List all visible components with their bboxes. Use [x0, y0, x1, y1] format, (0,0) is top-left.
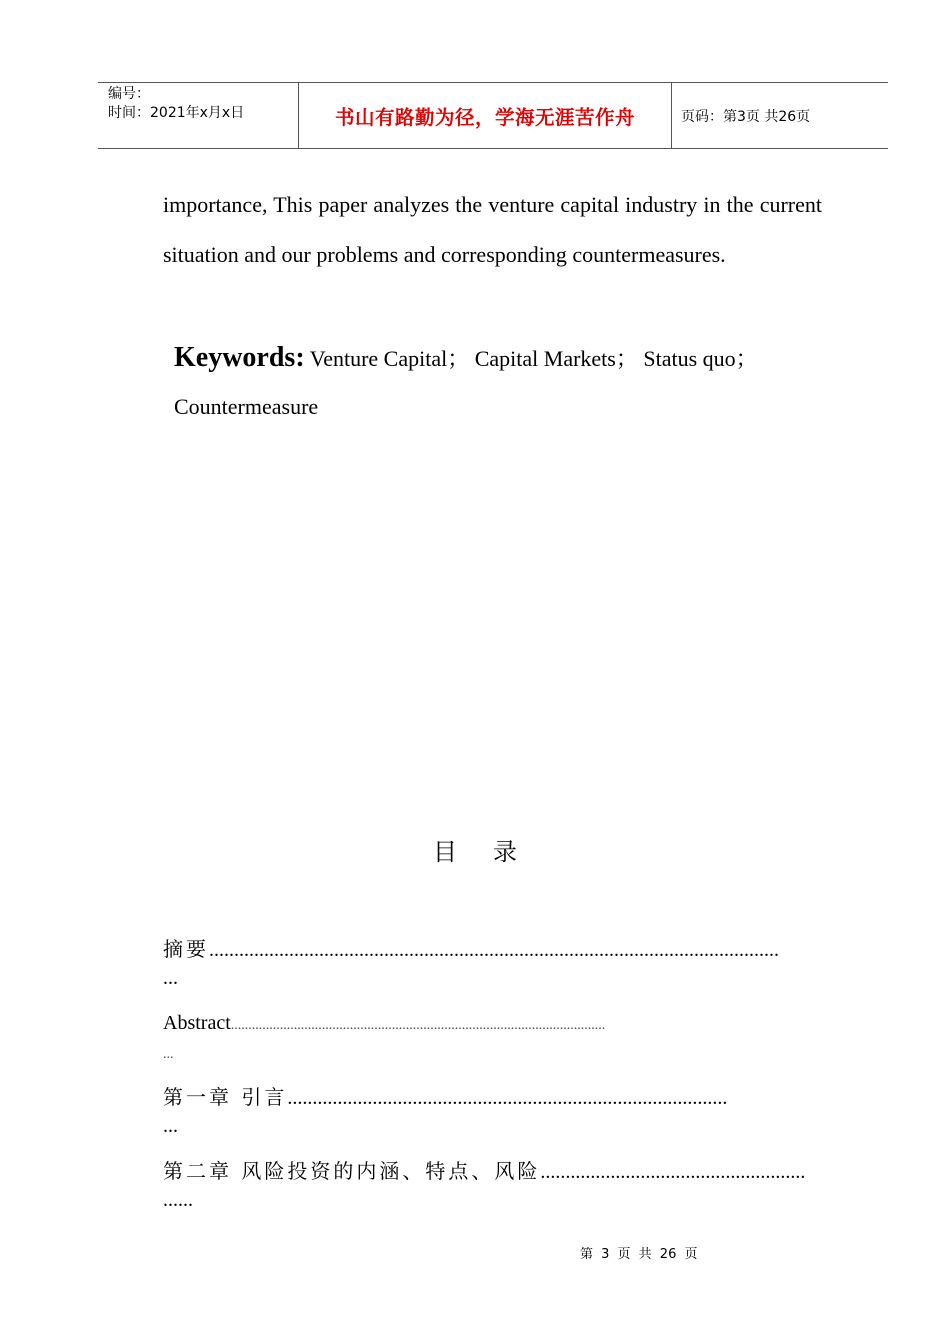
keywords-line [174, 334, 814, 431]
serial-label: 编号： [108, 86, 150, 102]
toc-entry-chapter-2[interactable] [163, 1152, 823, 1226]
keywords-items: Venture Capital； Capital Markets； Status quo； Countermeasure [174, 346, 758, 419]
toc-entry-abstract-cn[interactable] [163, 930, 823, 1004]
toc-leader-dots: ........................................................................................................... [230, 1018, 606, 1033]
abstract-paragraph: importance, This paper analyzes the venture capital industry in the current situation and our problems and corresponding countermeasures. [163, 192, 822, 267]
table-of-contents [163, 930, 823, 1226]
keywords-label: Keywords: [174, 342, 305, 373]
header-table [98, 82, 888, 149]
motto-text: 书山有路勤为径，学海无涯苦作舟 [334, 105, 635, 129]
toc-title-part2: 录 [493, 838, 517, 866]
toc-leader-dots-cont: ... [163, 1047, 174, 1062]
page-label: 页码：第3页 共26页 [681, 108, 811, 125]
page-footer: 第 3 页 共 26 页 [580, 1247, 698, 1262]
toc-leader-dots-cont: ... [163, 1115, 178, 1137]
toc-entry-label: 第二章 风险投资的内涵、特点、风险 [163, 1159, 541, 1183]
toc-leader-dots: .................................................................................................................. [209, 939, 779, 961]
toc-title-part1: 目 [433, 838, 457, 866]
toc-entry-chapter-1[interactable] [163, 1078, 823, 1152]
toc-entry-label: Abstract [163, 1012, 231, 1034]
toc-entry-label: 第一章 引言 [163, 1085, 288, 1109]
toc-leader-dots: ..................................................... [540, 1161, 806, 1183]
toc-entry-abstract-en[interactable] [163, 1004, 823, 1078]
header-page-cell [672, 83, 888, 148]
toc-leader-dots-cont: ...... [163, 1189, 193, 1211]
header-meta-cell [98, 83, 299, 148]
toc-entry-label: 摘要 [163, 937, 209, 961]
toc-leader-dots: ........................................................................................ [287, 1087, 728, 1109]
header-motto-cell [299, 83, 672, 148]
date-label: 时间：2021年x月x日 [108, 105, 245, 121]
toc-title [0, 832, 950, 867]
toc-leader-dots-cont: ... [163, 967, 178, 989]
